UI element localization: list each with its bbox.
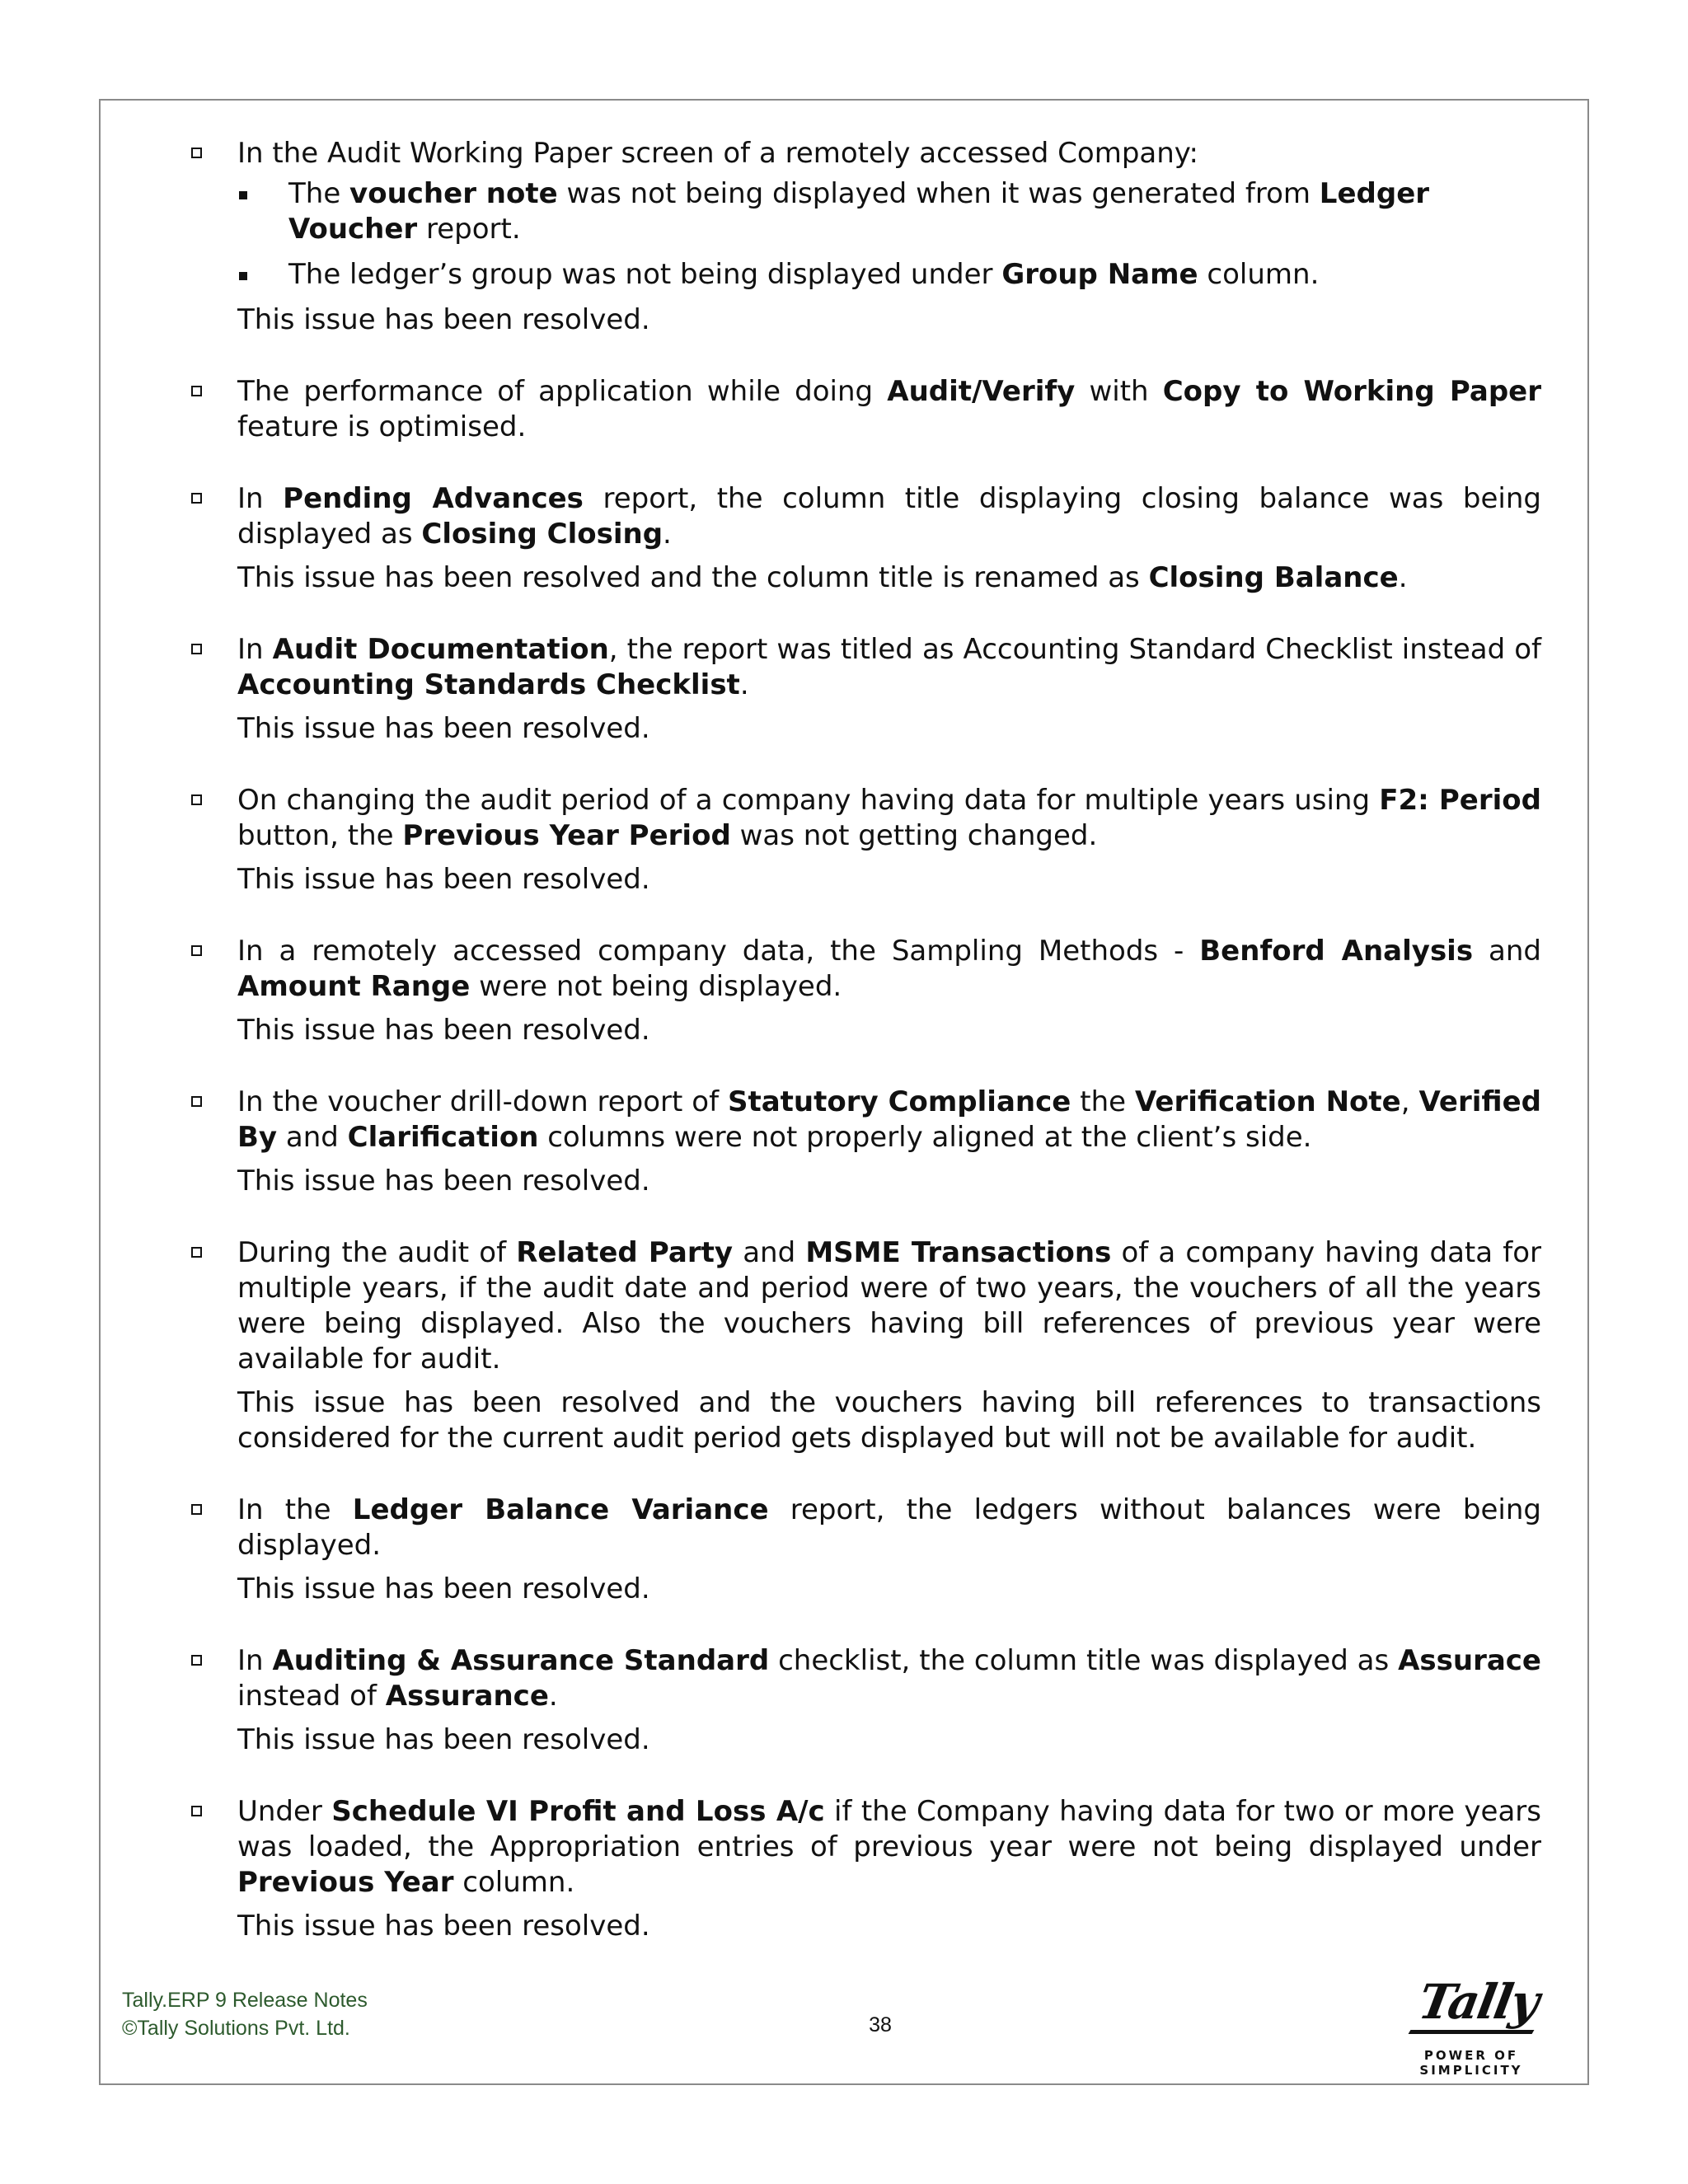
text-run: . — [739, 668, 749, 701]
release-note-item — [181, 934, 1541, 1048]
hollow-square-bullet-icon — [191, 644, 202, 654]
bold-term: Accounting Standards Checklist — [237, 668, 740, 701]
footer-left — [122, 1986, 368, 2042]
filled-square-bullet-icon — [239, 272, 247, 280]
bold-term: Clarification — [347, 1121, 539, 1154]
text-run: This issue has been resolved. — [237, 1572, 650, 1605]
text-run: button, the — [237, 819, 403, 852]
sub-bullet-list — [237, 176, 1541, 293]
text-run: , — [1400, 1085, 1419, 1118]
note-paragraph — [237, 374, 1541, 445]
release-note-item — [181, 136, 1541, 338]
bold-term: Previous Year — [237, 1866, 454, 1899]
text-run: checklist, the column title was displayed as — [769, 1644, 1399, 1677]
bold-term: Assurace — [1398, 1644, 1541, 1677]
bold-term: Copy to Working Paper — [1162, 375, 1541, 408]
text-run: In — [237, 1644, 273, 1677]
bold-term: Verified By — [237, 1085, 1541, 1154]
note-paragraph — [237, 1085, 1541, 1155]
note-paragraph — [237, 1385, 1541, 1456]
text-run: column. — [1198, 258, 1320, 291]
bold-term: Related Party — [516, 1236, 734, 1269]
bold-term: Statutory Compliance — [727, 1085, 1071, 1118]
note-paragraph — [237, 302, 1541, 338]
text-run: This issue has been resolved. — [237, 303, 650, 336]
note-paragraph — [237, 1493, 1541, 1563]
text-run: . — [663, 518, 672, 551]
hollow-square-bullet-icon — [191, 148, 202, 158]
text-run: column. — [453, 1866, 575, 1899]
text-run: the — [1071, 1085, 1135, 1118]
text-run: This issue has been resolved and the column title is renamed as — [237, 561, 1149, 594]
logo-tagline: POWER OF SIMPLICITY — [1419, 2048, 1523, 2078]
release-note-item — [181, 1643, 1541, 1758]
text-run: . — [1398, 561, 1408, 594]
text-run: of a company having data for multiple years, if the audit date and period were of two years, the vouchers of all the years were being displayed. Also the vouchers having bill references of previous year were available for audit. — [237, 1236, 1541, 1376]
bold-term: Ledger Balance Variance — [352, 1493, 769, 1526]
note-paragraph — [237, 1572, 1541, 1607]
bold-term: F2: Period — [1379, 784, 1541, 817]
footer-doc-title: Tally.ERP 9 Release Notes — [122, 1989, 368, 2012]
hollow-square-bullet-icon — [191, 1096, 202, 1107]
text-run: with — [1075, 375, 1163, 408]
bold-term: Assurance — [385, 1680, 549, 1713]
bold-term: Auditing & Assurance Standard — [272, 1644, 770, 1677]
text-run: report, the column title displaying closing balance was being displayed as — [237, 482, 1541, 551]
page-number: 38 — [869, 2013, 892, 2036]
hollow-square-bullet-icon — [191, 1504, 202, 1515]
text-run: , the report was titled as Accounting Standard Checklist instead of — [608, 633, 1541, 666]
filled-square-bullet-icon — [239, 191, 247, 199]
release-note-item — [181, 1794, 1541, 1944]
bold-term: Schedule VI Profit and Loss A/c — [331, 1795, 825, 1828]
release-note-item — [181, 1235, 1541, 1456]
note-paragraph — [237, 862, 1541, 898]
text-run: On changing the audit period of a company having data for multiple years using — [237, 784, 1380, 817]
hollow-square-bullet-icon — [191, 386, 202, 396]
logo-wordmark: Tally — [1414, 1974, 1542, 2030]
note-paragraph — [237, 934, 1541, 1005]
text-run: report, the ledgers without balances were being displayed. — [237, 1493, 1541, 1562]
text-run: Under — [237, 1795, 332, 1828]
text-run: In the Audit Working Paper screen of a remotely accessed Company: — [237, 137, 1198, 170]
note-paragraph — [237, 632, 1541, 703]
text-run: In the — [237, 1493, 353, 1526]
text-run: was not getting changed. — [730, 819, 1098, 852]
release-note-item — [181, 1085, 1541, 1199]
logo-swoosh — [1409, 2030, 1535, 2034]
bold-term: Verification Note — [1134, 1085, 1401, 1118]
release-note-item — [181, 783, 1541, 898]
note-paragraph — [237, 711, 1541, 747]
hollow-square-bullet-icon — [191, 794, 202, 805]
text-run: In a remotely accessed company data, the Sampling Methods - — [237, 935, 1200, 968]
bold-term: Audit/Verify — [887, 375, 1076, 408]
note-paragraph — [237, 1013, 1541, 1048]
note-paragraph — [237, 1794, 1541, 1900]
text-run: In — [237, 482, 284, 515]
note-paragraph — [237, 1909, 1541, 1944]
bold-term: Audit Documentation — [272, 633, 609, 666]
text-run: In — [237, 633, 273, 666]
text-run: This issue has been resolved. — [237, 1910, 650, 1943]
text-run: and — [1473, 935, 1541, 968]
text-run: This issue has been resolved. — [237, 1014, 650, 1047]
footer-copyright: ©Tally Solutions Pvt. Ltd. — [122, 2017, 350, 2040]
sub-bullet-item — [237, 257, 1541, 293]
text-run: In the voucher drill-down report of — [237, 1085, 728, 1118]
text-run: . — [548, 1680, 558, 1713]
bold-term: Closing Closing — [421, 518, 663, 551]
text-run: This issue has been resolved and the vouchers having bill references to transactions considered for the current audit period gets displayed but will not be available for audit. — [237, 1386, 1541, 1455]
text-run: The performance of application while doing — [237, 375, 888, 408]
bold-term: Ledger Voucher — [288, 177, 1430, 246]
hollow-square-bullet-icon — [191, 493, 202, 504]
bold-term: Benford Analysis — [1199, 935, 1474, 968]
text-run: The ledger’s group was not being displayed under — [288, 258, 1002, 291]
note-paragraph — [237, 1235, 1541, 1377]
hollow-square-bullet-icon — [191, 1247, 202, 1258]
release-note-item — [181, 1493, 1541, 1607]
release-notes-list — [181, 136, 1541, 1980]
text-run: This issue has been resolved. — [237, 1165, 650, 1197]
note-paragraph — [237, 783, 1541, 854]
text-run: was not being displayed when it was generated from — [557, 177, 1320, 210]
release-note-item — [181, 374, 1541, 445]
text-run: This issue has been resolved. — [237, 863, 650, 896]
text-run: were not being displayed. — [470, 970, 842, 1003]
text-run: During the audit of — [237, 1236, 517, 1269]
hollow-square-bullet-icon — [191, 1655, 202, 1666]
note-paragraph — [237, 136, 1541, 171]
text-run: and — [277, 1121, 348, 1154]
text-run: columns were not properly aligned at the client’s side. — [538, 1121, 1312, 1154]
bold-term: MSME Transactions — [805, 1236, 1112, 1269]
text-run: This issue has been resolved. — [237, 1723, 650, 1756]
text-run: instead of — [237, 1680, 386, 1713]
bold-term: voucher note — [349, 177, 558, 210]
text-run: The — [288, 177, 350, 210]
note-paragraph — [237, 1722, 1541, 1758]
text-run: feature is optimised. — [237, 410, 527, 443]
note-paragraph — [237, 481, 1541, 552]
text-run: and — [733, 1236, 806, 1269]
hollow-square-bullet-icon — [191, 1806, 202, 1816]
release-note-item — [181, 632, 1541, 747]
text-run: report. — [417, 213, 521, 246]
text-run: if the Company having data for two or more years was loaded, the Appropriation entries of previous year were not being displayed under — [237, 1795, 1541, 1863]
bold-term: Group Name — [1001, 258, 1198, 291]
bold-term: Amount Range — [237, 970, 471, 1003]
hollow-square-bullet-icon — [191, 945, 202, 956]
tally-logo — [1376, 1974, 1566, 2078]
bold-term: Pending Advances — [283, 482, 584, 515]
bold-term: Previous Year Period — [402, 819, 731, 852]
release-note-item — [181, 481, 1541, 596]
sub-bullet-item — [237, 176, 1541, 247]
bold-term: Closing Balance — [1148, 561, 1399, 594]
note-paragraph — [237, 1164, 1541, 1199]
text-run: This issue has been resolved. — [237, 712, 650, 745]
note-paragraph — [237, 1643, 1541, 1714]
note-paragraph — [237, 560, 1541, 596]
